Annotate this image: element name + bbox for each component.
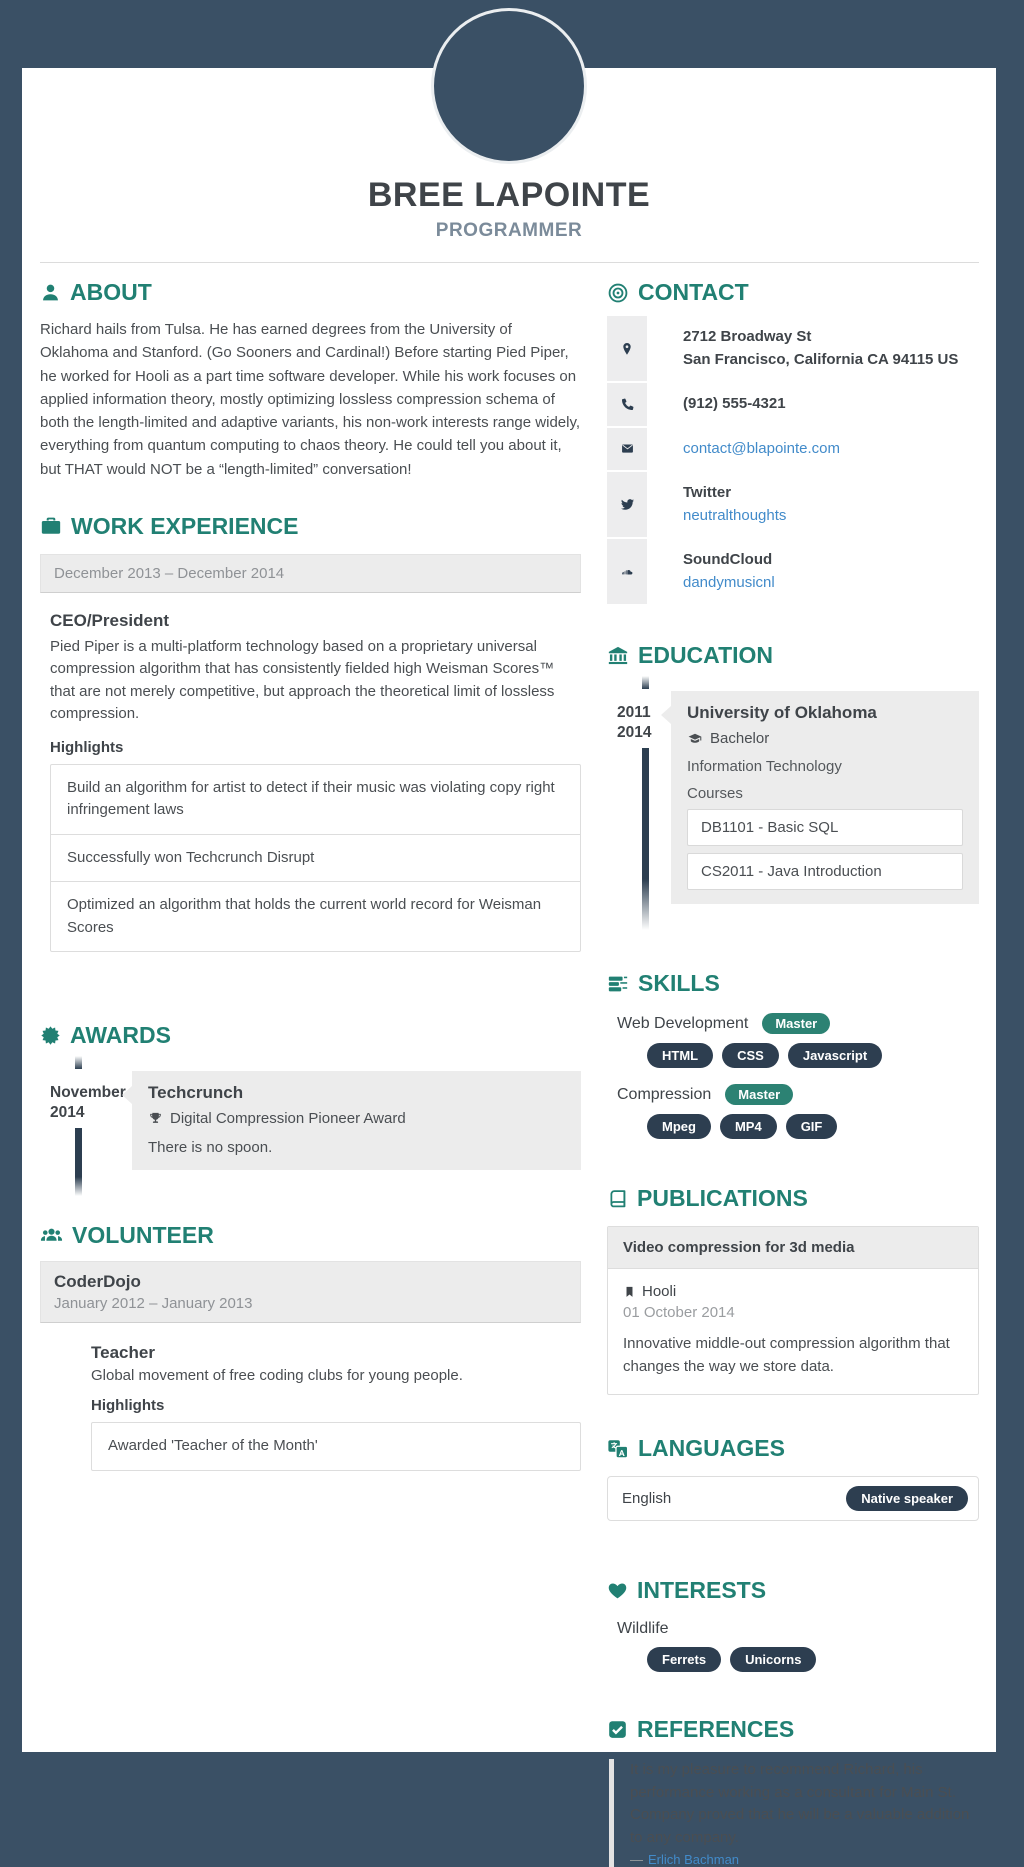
section-education (607, 642, 979, 904)
education-area: Information Technology (687, 758, 842, 775)
skill-level-badge: Master (762, 1013, 830, 1034)
highlight-item: Build an algorithm for artist to detect if their music was violating copy right infringement laws (51, 765, 580, 835)
section-volunteer (40, 1222, 581, 1471)
contact-phone-row (607, 383, 979, 426)
skill-group (607, 1013, 979, 1068)
skill-keywords (647, 1043, 979, 1068)
course-item: DB1101 - Basic SQL (687, 809, 963, 846)
skill-keyword-badge: Javascript (788, 1043, 882, 1068)
volunteer-heading (40, 1222, 581, 1249)
skill-level-badge: Master (725, 1084, 793, 1105)
publications-heading-label: PUBLICATIONS (637, 1185, 808, 1211)
references-heading-label: REFERENCES (637, 1716, 795, 1742)
soundcloud-icon (607, 539, 647, 604)
contact-twitter-row (607, 472, 979, 537)
bookmark-icon (623, 1285, 636, 1299)
rosette-icon (40, 1025, 61, 1046)
language-name: English (622, 1490, 672, 1507)
right-column (607, 263, 979, 1867)
awards-heading (40, 1022, 581, 1049)
person-name: BREE LAPOINTE (367, 176, 651, 214)
publication-date: 01 October 2014 (623, 1304, 735, 1321)
job-highlights-list (50, 764, 581, 953)
interest-group (607, 1620, 979, 1672)
awards-heading-label: AWARDS (70, 1022, 171, 1049)
volunteer-dates: January 2012 – January 2013 (54, 1295, 253, 1313)
education-start-year: 2011 (617, 704, 651, 721)
email-link[interactable]: contact@blapointe.com (683, 439, 840, 457)
section-contact (607, 279, 979, 604)
award-date-year: 2014 (50, 1104, 85, 1122)
award-card (132, 1071, 581, 1170)
trophy-icon (148, 1111, 163, 1126)
publication-publisher-row (623, 1283, 963, 1300)
languages-heading-label: LANGUAGES (638, 1435, 785, 1461)
interest-keywords (647, 1647, 979, 1672)
education-heading (607, 642, 979, 669)
section-work-experience (40, 513, 581, 953)
language-fluency-badge: Native speaker (846, 1486, 968, 1511)
interest-keyword-badge: Unicorns (730, 1647, 816, 1672)
volunteer-highlights-list (91, 1422, 581, 1471)
soundcloud-username-link[interactable]: dandymusicnl (683, 573, 775, 591)
map-marker-icon (607, 316, 647, 381)
resume-page (22, 68, 996, 1867)
skill-keyword-badge: HTML (647, 1043, 713, 1068)
award-timeline (40, 1071, 132, 1170)
award-title-row (148, 1110, 565, 1127)
contact-soundcloud (647, 539, 775, 604)
volunteer-organization: CoderDojo (54, 1272, 141, 1292)
reference-quote (609, 1759, 979, 1867)
volunteer-highlights-label: Highlights (91, 1397, 165, 1415)
avatar (431, 8, 587, 164)
graduation-cap-icon (687, 732, 703, 746)
twitter-icon (607, 472, 647, 537)
volunteer-org-bar (40, 1261, 581, 1323)
publications-heading (607, 1185, 979, 1212)
skill-keyword-badge: CSS (722, 1043, 779, 1068)
highlight-item: Awarded 'Teacher of the Month' (108, 1437, 318, 1455)
server-bars-icon (607, 973, 629, 995)
education-degree: Bachelor (710, 730, 770, 747)
contact-twitter (647, 472, 786, 537)
section-interests (607, 1577, 979, 1672)
contact-phone: (912) 555-4321 (683, 395, 786, 412)
skill-keywords (647, 1114, 979, 1139)
award-summary: There is no spoon. (148, 1139, 273, 1157)
section-references (607, 1716, 979, 1867)
education-end-year: 2014 (617, 724, 652, 742)
skill-keyword-badge: Mpeg (647, 1114, 711, 1139)
volunteer-summary: Global movement of free coding clubs for young people. (91, 1367, 463, 1385)
contact-email-row (607, 428, 979, 471)
volunteer-position: Teacher (91, 1343, 155, 1363)
course-item: CS2011 - Java Introduction (687, 853, 963, 890)
about-text: Richard hails from Tulsa. He has earned degrees from the University of Oklahoma and Stanford. (Go Sooners and Cardinal!) Before starting Pied Piper, he worked for Hooli as a part time software developer. While his work focuses on applied information theory, mostly optimizing lossless compression schema of both the length-limited and adaptive variants, his non-work interests range widely, everything from quantum computing to chaos theory. He could tell you about it, but THAT would NOT be a “length-limited” conversation! (40, 321, 581, 478)
interest-name: Wildlife (617, 1620, 669, 1637)
check-square-icon (607, 1719, 628, 1740)
attribution-dash: — (630, 1852, 643, 1867)
job-summary: Pied Piper is a multi-platform technology based on a proprietary universal compression algorithm that has consistently fielded high Weisman Scores™ that are not merely competitive, but approach the theoretical limit of lossless compression. (50, 637, 555, 723)
skill-keyword-badge: GIF (786, 1114, 838, 1139)
skill-group (607, 1084, 979, 1139)
education-card (671, 691, 979, 904)
section-skills (607, 970, 979, 1139)
interests-heading (607, 1577, 979, 1604)
skill-keyword-badge: MP4 (720, 1114, 777, 1139)
publication-publisher: Hooli (642, 1283, 677, 1300)
users-icon (40, 1224, 63, 1247)
job-dates: December 2013 – December 2014 (40, 554, 581, 593)
award-date-month: November (50, 1084, 126, 1102)
award-date (40, 1071, 132, 1123)
skill-name: Web Development (617, 1014, 749, 1032)
interests-heading-label: INTERESTS (637, 1577, 767, 1603)
skills-heading (607, 970, 979, 997)
phone-icon (607, 383, 647, 426)
section-languages (607, 1435, 979, 1521)
contact-address (647, 316, 958, 381)
person-job-title: PROGRAMMER (435, 220, 583, 241)
work-heading (40, 513, 581, 540)
award-entry (40, 1071, 581, 1170)
contact-list (607, 316, 979, 604)
envelope-icon (607, 428, 647, 471)
job-highlights-label: Highlights (50, 738, 124, 756)
languages-heading (607, 1435, 979, 1462)
reference-attribution (630, 1852, 979, 1867)
contact-soundcloud-row (607, 539, 979, 604)
section-publications (607, 1185, 979, 1395)
highlight-item: Successfully won Techcrunch Disrupt (51, 835, 580, 883)
contact-email (647, 428, 840, 471)
translate-icon (607, 1438, 629, 1460)
references-heading (607, 1716, 979, 1743)
education-courses-label: Courses (687, 785, 743, 802)
contact-heading-label: CONTACT (638, 279, 749, 305)
content-columns (22, 263, 996, 1867)
contact-heading (607, 279, 979, 306)
twitter-network-label: Twitter (683, 484, 732, 501)
briefcase-icon (40, 515, 62, 537)
user-icon (40, 282, 61, 303)
education-entry (607, 691, 979, 904)
left-column (40, 263, 581, 1867)
section-about (40, 279, 581, 481)
address-line-1: 2712 Broadway St (683, 328, 812, 345)
highlight-item: Optimized an algorithm that holds the current world record for Weisman Scores (67, 896, 542, 936)
award-title: Digital Compression Pioneer Award (170, 1110, 406, 1128)
skills-heading-label: SKILLS (638, 970, 720, 996)
skill-name: Compression (617, 1085, 712, 1103)
education-heading-label: EDUCATION (638, 642, 774, 668)
education-degree-row (687, 730, 963, 747)
bullseye-icon (607, 282, 629, 304)
section-awards (40, 1022, 581, 1170)
work-heading-label: WORK EXPERIENCE (71, 512, 299, 539)
job-position: CEO/President (50, 610, 170, 630)
award-awarder: Techcrunch (148, 1083, 244, 1103)
about-heading-label: ABOUT (70, 279, 152, 305)
job-entry (50, 611, 581, 953)
soundcloud-network-label: SoundCloud (683, 551, 773, 568)
reference-text: It is my pleasure to recommend Richard, his performance working as a consultant for Main St. Company proved that he will be a valuable addition to any company. (630, 1761, 970, 1846)
heart-icon (607, 1580, 628, 1601)
publication-card (607, 1226, 979, 1395)
reference-name-link[interactable]: Erlich Bachman (648, 1852, 740, 1867)
volunteer-heading-label: VOLUNTEER (72, 1222, 214, 1249)
bank-icon (607, 645, 629, 667)
publication-summary: Innovative middle-out compression algorithm that changes the way we store data. (623, 1335, 950, 1375)
language-row (607, 1476, 979, 1521)
volunteer-entry (91, 1343, 581, 1471)
publication-body (608, 1269, 978, 1394)
interest-keyword-badge: Ferrets (647, 1647, 721, 1672)
book-icon (607, 1188, 628, 1209)
education-institution: University of Oklahoma (687, 703, 877, 722)
twitter-username-link[interactable]: neutralthoughts (683, 506, 787, 524)
contact-address-row (607, 316, 979, 381)
publication-name: Video compression for 3d media (608, 1227, 978, 1269)
about-heading (40, 279, 581, 306)
address-line-2: San Francisco, California CA 94115 US (683, 350, 959, 368)
